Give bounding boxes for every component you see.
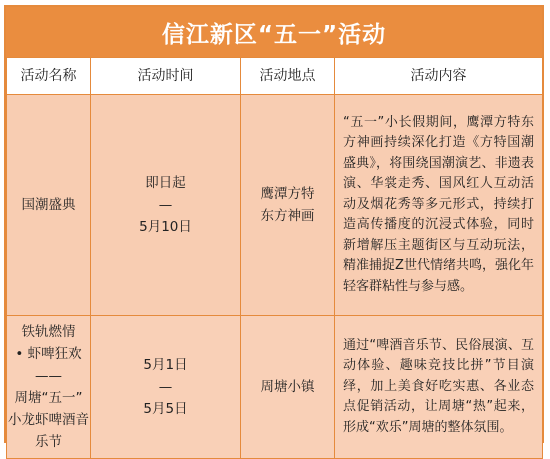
header-time: 活动时间 — [91, 58, 241, 95]
activity-name-cell — [7, 316, 91, 459]
activity-content-cell: “五一”小长假期间，鹰潭方特东方神画持续深化打造《方特国潮盛典》，将围绕国潮演艺、非遗表演、华裳走秀、国风红人互动活动及烟花秀等多元形式，持续打造高传播度的沉浸式体验，同时新增解压主题街区与互动玩法，精准捕捉Z世代情绪共鸣，强化年轻客群粘性与参与感。 — [335, 95, 543, 316]
activity-place-line: 周塘小镇 — [260, 379, 315, 395]
table-row — [7, 316, 543, 459]
activity-time-cell — [91, 316, 241, 459]
activity-place-line: 鹰潭方特 — [260, 186, 315, 202]
activity-place-line: 东方神画 — [260, 208, 315, 224]
header-place: 活动地点 — [241, 58, 335, 95]
header-content: 活动内容 — [335, 58, 543, 95]
activity-place-cell — [241, 95, 335, 316]
table-row — [7, 95, 543, 316]
activity-time-cell — [91, 95, 241, 316]
activity-time-line: 即日起 — [145, 175, 186, 191]
activity-name-line: 小龙虾啤酒音乐节 — [8, 412, 89, 450]
table-header-row — [7, 58, 543, 95]
activity-table — [6, 57, 543, 459]
page-title: 信江新区“五一”活动 — [6, 7, 542, 57]
activity-name-line: • 虾啤狂欢 — [15, 346, 82, 362]
activity-time-line: 5月5日 — [143, 401, 188, 417]
activity-name-line: 国潮盛典 — [21, 197, 76, 213]
activity-time-line: — — [158, 379, 173, 395]
activity-name-line: 周塘“五一” — [14, 390, 83, 406]
activity-place-cell — [241, 316, 335, 459]
activity-name-line: —— — [35, 368, 62, 384]
activity-table-frame — [4, 5, 544, 450]
activity-name-cell — [7, 95, 91, 316]
activity-time-line: 5月10日 — [139, 219, 192, 235]
activity-time-line: — — [158, 197, 173, 213]
activity-time-line: 5月1日 — [143, 357, 188, 373]
activity-content-cell: 通过“啤酒音乐节、民俗展演、互动体验、趣味竞技比拼”节目演绎，加上美食好吃实惠、各业态点促销活动，让周塘“热”起来，形成“欢乐”周塘的整体氛围。 — [335, 316, 543, 459]
activity-name-line: 铁轨燃情 — [21, 324, 76, 340]
header-name: 活动名称 — [7, 58, 91, 95]
